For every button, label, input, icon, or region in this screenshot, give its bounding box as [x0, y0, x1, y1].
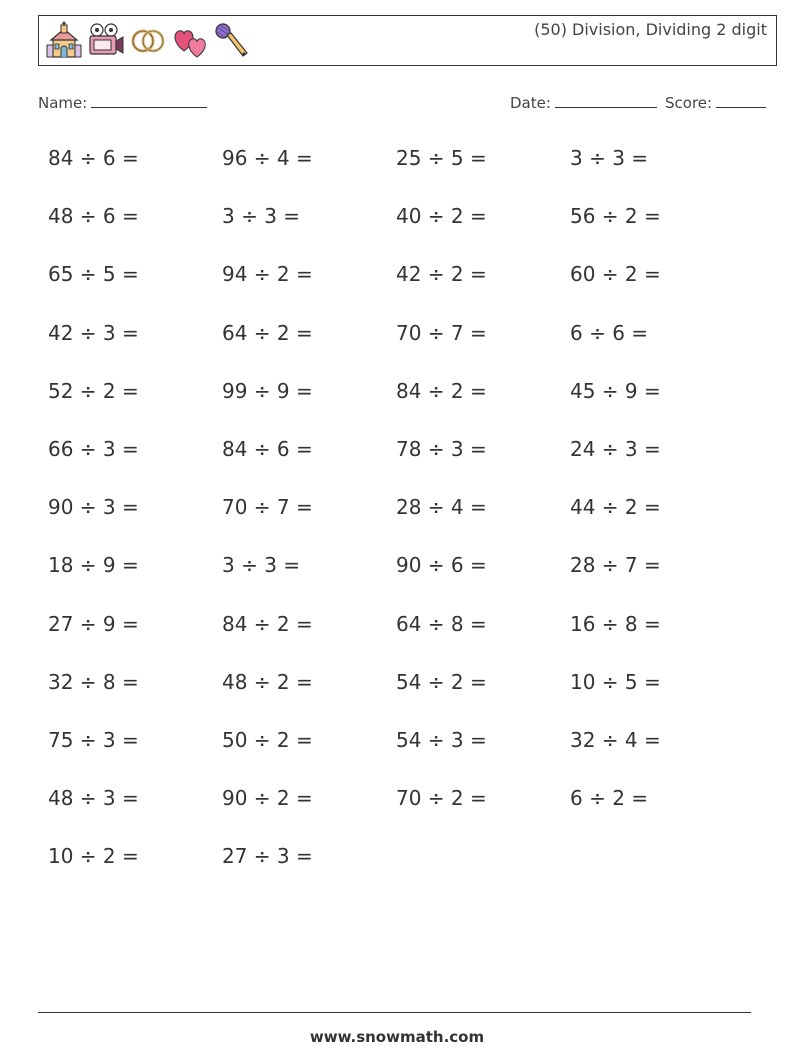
- problem: 64 ÷ 2 =: [222, 321, 313, 345]
- problem: 54 ÷ 3 =: [396, 728, 487, 752]
- problem: 42 ÷ 2 =: [396, 262, 487, 286]
- problem: 3 ÷ 3 =: [222, 553, 301, 577]
- date-field: [510, 93, 657, 112]
- problem: 44 ÷ 2 =: [570, 495, 661, 519]
- problem: 3 ÷ 3 =: [570, 146, 649, 170]
- problem: 66 ÷ 3 =: [48, 437, 139, 461]
- problem: 3 ÷ 3 =: [222, 204, 301, 228]
- problem: 32 ÷ 4 =: [570, 728, 661, 752]
- problem: 10 ÷ 5 =: [570, 670, 661, 694]
- movie-camera-icon: [87, 21, 125, 59]
- problem: 90 ÷ 6 =: [396, 553, 487, 577]
- name-field: [38, 93, 207, 112]
- problem: 45 ÷ 9 =: [570, 379, 661, 403]
- hearts-icon: [171, 21, 209, 59]
- problem: 50 ÷ 2 =: [222, 728, 313, 752]
- header-icons: [45, 21, 251, 59]
- problem: 42 ÷ 3 =: [48, 321, 139, 345]
- problem: 56 ÷ 2 =: [570, 204, 661, 228]
- problem: 94 ÷ 2 =: [222, 262, 313, 286]
- problem: 84 ÷ 6 =: [222, 437, 313, 461]
- problem: 27 ÷ 9 =: [48, 612, 139, 636]
- wedding-rings-icon: [129, 21, 167, 59]
- problem: 60 ÷ 2 =: [570, 262, 661, 286]
- problem: 6 ÷ 2 =: [570, 786, 649, 810]
- problem: 84 ÷ 6 =: [48, 146, 139, 170]
- problem: 48 ÷ 6 =: [48, 204, 139, 228]
- problem: 78 ÷ 3 =: [396, 437, 487, 461]
- problem: 70 ÷ 7 =: [222, 495, 313, 519]
- worksheet-header: [38, 15, 777, 66]
- problem: 52 ÷ 2 =: [48, 379, 139, 403]
- problem: 28 ÷ 7 =: [570, 553, 661, 577]
- footer-url: www.snowmath.com: [309, 1028, 485, 1046]
- problem: 70 ÷ 2 =: [396, 786, 487, 810]
- name-line[interactable]: [91, 93, 207, 108]
- worksheet-title: (50) Division, Dividing 2 digit: [534, 20, 767, 39]
- problem: 96 ÷ 4 =: [222, 146, 313, 170]
- problem: 48 ÷ 2 =: [222, 670, 313, 694]
- church-icon: [45, 21, 83, 59]
- problem: 90 ÷ 2 =: [222, 786, 313, 810]
- problem: 64 ÷ 8 =: [396, 612, 487, 636]
- problem: 10 ÷ 2 =: [48, 844, 139, 868]
- problem: 84 ÷ 2 =: [396, 379, 487, 403]
- problem: 90 ÷ 3 =: [48, 495, 139, 519]
- problem: 75 ÷ 3 =: [48, 728, 139, 752]
- problem: 28 ÷ 4 =: [396, 495, 487, 519]
- date-label: Date:: [510, 94, 551, 112]
- name-label: Name:: [38, 94, 88, 112]
- problem: 99 ÷ 9 =: [222, 379, 313, 403]
- score-line[interactable]: [716, 93, 766, 108]
- problem: 40 ÷ 2 =: [396, 204, 487, 228]
- problem: 27 ÷ 3 =: [222, 844, 313, 868]
- problem: 70 ÷ 7 =: [396, 321, 487, 345]
- problem: 16 ÷ 8 =: [570, 612, 661, 636]
- date-line[interactable]: [555, 93, 657, 108]
- problem: 48 ÷ 3 =: [48, 786, 139, 810]
- score-field: [665, 93, 766, 112]
- problem: 18 ÷ 9 =: [48, 553, 139, 577]
- problem: 84 ÷ 2 =: [222, 612, 313, 636]
- problem: 54 ÷ 2 =: [396, 670, 487, 694]
- problem: 65 ÷ 5 =: [48, 262, 139, 286]
- problem: 6 ÷ 6 =: [570, 321, 649, 345]
- problem: 25 ÷ 5 =: [396, 146, 487, 170]
- footer-divider: [38, 1012, 751, 1013]
- score-label: Score:: [665, 94, 713, 112]
- problem: 24 ÷ 3 =: [570, 437, 661, 461]
- microphone-icon: [213, 21, 251, 59]
- problem: 32 ÷ 8 =: [48, 670, 139, 694]
